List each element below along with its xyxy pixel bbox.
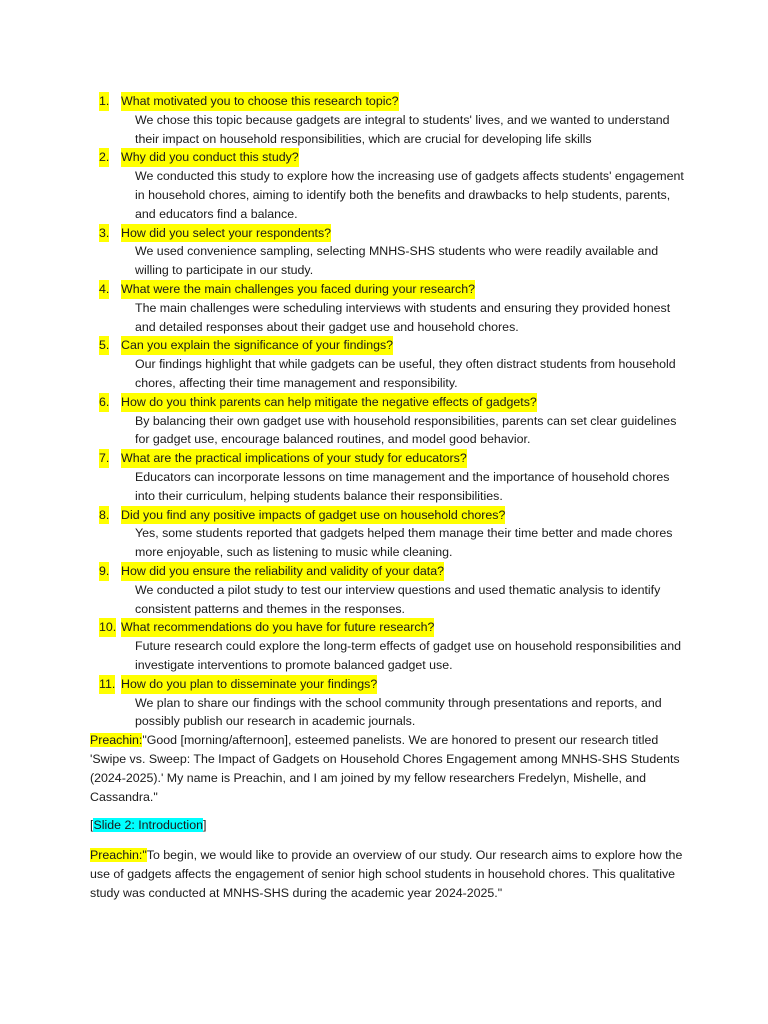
speaker-label: Preachin:": [90, 848, 147, 862]
question-number: 9.: [99, 562, 109, 581]
opening-speech: [90, 731, 690, 807]
answer-text: Yes, some students reported that gadgets helped them manage their time better and made chores more enjoyable, such as listening to music while cleaning.: [135, 526, 673, 560]
answer-text: We chose this topic because gadgets are integral to students' lives, and we wanted to understand their impact on household responsibilities, which are crucial for developing life skills: [135, 112, 670, 146]
question-text: Can you explain the significance of your findings?: [121, 336, 393, 355]
slide-label: Slide 2: Introduction: [93, 818, 203, 832]
question-item: [0, 506, 768, 525]
answer-text: Our findings highlight that while gadgets can be useful, they often distract students from household chores, affecting their time management and responsibility.: [135, 357, 676, 390]
question-item: [0, 393, 768, 412]
question-item: [0, 675, 768, 694]
question-text: How did you ensure the reliability and validity of your data?: [121, 562, 444, 581]
question-item: [0, 148, 768, 167]
question-item: [0, 562, 768, 581]
answer-text: We plan to share our findings with the school community through presentations and reports, and possibly publish our research in academic journals.: [135, 695, 662, 729]
question-text: What motivated you to choose this research topic?: [121, 92, 399, 111]
speaker-label: Preachin:: [90, 733, 143, 747]
speech-text: To begin, we would like to provide an overview of our study. Our research aims to explore how the use of gadgets affects the engagement of senior high school students in household chores. This qualitative study was conducted at MNHS-SHS during the academic year 2024-2025.": [90, 848, 683, 900]
answer-text: We conducted this study to explore how the increasing use of gadgets affects students' engagement in household chores, aiming to identify both the benefits and drawbacks to help students, parents, and educators find a balance.: [135, 169, 684, 221]
question-item: [0, 92, 768, 111]
question-number: 3.: [99, 224, 109, 243]
question-item: [0, 280, 768, 299]
slide-marker: [Slide 2: Introduction]: [90, 818, 207, 832]
intro-speech: [90, 846, 690, 903]
question-text: Why did you conduct this study?: [121, 148, 299, 167]
question-text: What are the practical implications of your study for educators?: [121, 449, 467, 468]
question-item: [0, 224, 768, 243]
question-text: What recommendations do you have for future research?: [121, 618, 434, 637]
question-item: [0, 449, 768, 468]
question-number: 10.: [99, 618, 116, 637]
question-number: 8.: [99, 506, 109, 525]
question-text: How do you think parents can help mitigate the negative effects of gadgets?: [121, 393, 537, 412]
question-number: 1.: [99, 92, 109, 111]
answer-text: Future research could explore the long-term effects of gadget use on household responsibilities and investigate interventions to promote balanced gadget use.: [135, 639, 681, 672]
question-item: [0, 618, 768, 637]
qa-list: [0, 92, 768, 731]
question-number: 7.: [99, 449, 109, 468]
answer-text: The main challenges were scheduling interviews with students and ensuring they provided honest and detailed responses about their gadget use and household chores.: [135, 300, 671, 334]
question-number: 6.: [99, 393, 109, 412]
answer-text: We used convenience sampling, selecting MNHS-SHS students who were readily available and willing to participate in our study.: [135, 244, 659, 278]
question-number: 4.: [99, 280, 109, 299]
answer-text: We conducted a pilot study to test our interview questions and used thematic analysis to identify consistent patterns and themes in the responses.: [135, 582, 661, 616]
question-text: What were the main challenges you faced during your research?: [121, 280, 475, 299]
question-number: 2.: [99, 148, 109, 167]
question-text: How do you plan to disseminate your findings?: [121, 675, 377, 694]
question-text: How did you select your respondents?: [121, 224, 331, 243]
question-number: 5.: [99, 336, 109, 355]
answer-text: By balancing their own gadget use with household responsibilities, parents can set clear guidelines for gadget use, encourage balanced routines, and model good behavior.: [135, 413, 677, 447]
speech-text: "Good [morning/afternoon], esteemed panelists. We are honored to present our research titled 'Swipe vs. Sweep: The Impact of Gadgets on Household Chores Engagement among MNHS-SHS Students (2024-2025).' My name is Preachin, and I am joined by my fellow researchers Fredelyn, Mishelle, and Cassandra.": [90, 733, 680, 804]
answer-text: Educators can incorporate lessons on time management and the importance of household chores into their curriculum, helping students balance their responsibilities.: [135, 469, 670, 503]
question-text: Did you find any positive impacts of gadget use on household chores?: [121, 506, 505, 525]
question-number: 11.: [99, 675, 115, 694]
question-item: [0, 336, 768, 355]
